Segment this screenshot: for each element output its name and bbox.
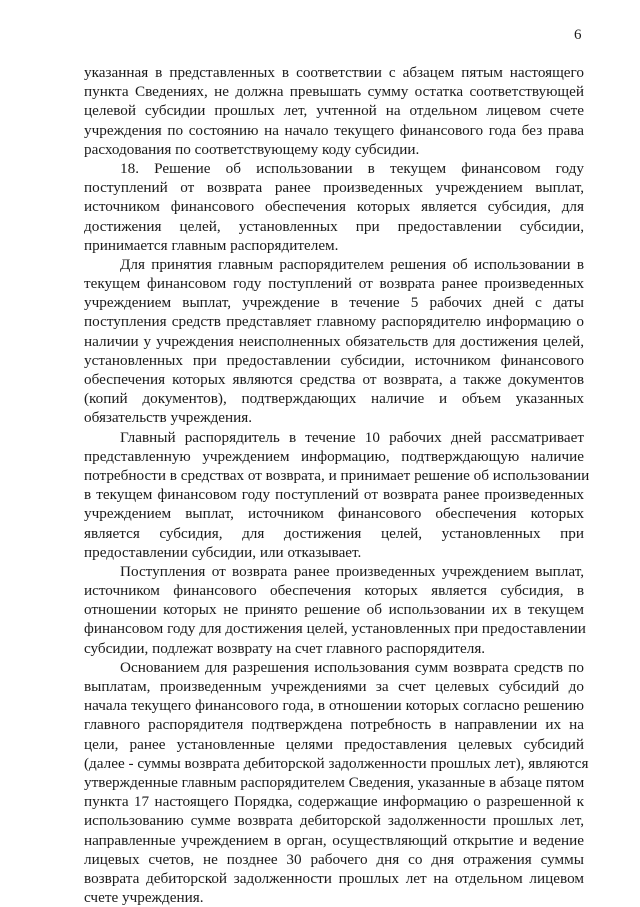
text-line: Основанием для разрешения использования сумм возврата средств по bbox=[120, 658, 584, 676]
text-line: источником финансового обеспечения которых является субсидия, в bbox=[84, 582, 584, 600]
text-line: учреждением выплат, учреждение в течение 5 рабочих дней с даты bbox=[84, 294, 584, 312]
text-line: финансовом году для достижения целей, установленных при предоставлении bbox=[84, 620, 586, 638]
text-line: предоставлении субсидии, или отказывает. bbox=[84, 543, 362, 561]
text-line: пункта Сведениях, не должна превышать сумму остатка соответствующей bbox=[84, 83, 584, 101]
text-line: 18. Решение об использовании в текущем финансовом году bbox=[120, 159, 584, 177]
page-number: 6 bbox=[574, 27, 582, 43]
text-line: является субсидия, для достижения целей, установленных при bbox=[84, 524, 584, 542]
text-line: Поступления от возврата ранее произведенных учреждением выплат, bbox=[120, 562, 584, 580]
text-line: поступления средств представляет главному распорядителю информацию о bbox=[84, 313, 584, 331]
text-line: установленных при предоставлении субсидии, источником финансового bbox=[84, 351, 584, 369]
text-line: в текущем финансовом году поступлений от возврата ранее произведенных bbox=[84, 486, 584, 504]
text-line: наличии у учреждения неисполненных обязательств для достижения целей, bbox=[84, 332, 584, 350]
text-line: счете учреждения. bbox=[84, 889, 204, 907]
text-line: начала текущего финансового года, в отношении которых согласно решению bbox=[84, 697, 584, 715]
text-line: потребности в средствах от возврата, и принимает решение об использовании bbox=[84, 466, 590, 484]
text-line: главного распорядителя подтверждена потребность в направлении их на bbox=[84, 716, 584, 734]
text-line: пункта 17 настоящего Порядка, содержащие информацию о разрешенной к bbox=[84, 793, 584, 811]
text-line: указанная в представленных в соответствии с абзацем пятым настоящего bbox=[84, 64, 584, 81]
text-line: расходования по соответствующему коду субсидии. bbox=[84, 140, 420, 158]
text-line: целевой субсидии прошлых лет, учтенной на отдельном лицевом счете bbox=[84, 102, 584, 120]
text-line: (копий документов), подтверждающих наличие и объем указанных bbox=[84, 390, 584, 408]
text-line: лицевых счетов, не позднее 30 рабочего дня со дня отражения суммы bbox=[84, 850, 584, 868]
text-line: отношении которых не принято решение об использовании их в текущем bbox=[84, 601, 584, 619]
text-line: принимается главным распорядителем. bbox=[84, 236, 339, 254]
text-line: обеспечения которых являются средства от возврата, а также документов bbox=[84, 371, 584, 388]
text-line: учреждением выплат, источником финансового обеспечения которых bbox=[84, 505, 584, 523]
text-line: Для принятия главным распорядителем решения об использовании в bbox=[120, 255, 584, 273]
text-line: использованию сумме возврата дебиторской задолженности прошлых лет, bbox=[84, 812, 584, 830]
text-line: источником финансового обеспечения которых является субсидия, для bbox=[84, 198, 584, 216]
text-line: поступлений от возврата ранее произведенных учреждением выплат, bbox=[84, 179, 584, 197]
text-line: Главный распорядитель в течение 10 рабочих дней рассматривает bbox=[120, 428, 584, 446]
text-line: достижения целей, установленных при предоставлении субсидии, bbox=[84, 217, 584, 235]
text-line: утвержденные главным распорядителем Сведения, указанные в абзаце пятом bbox=[84, 773, 585, 791]
document-body bbox=[84, 63, 590, 907]
text-line: текущем финансовом году поступлений от возврата ранее произведенных bbox=[84, 275, 584, 293]
text-line: обязательств учреждения. bbox=[84, 409, 253, 427]
text-line: выплатам, произведенным учреждениями за счет целевых субсидий до bbox=[84, 678, 584, 695]
text-line: субсидии, подлежат возврату на счет главного распорядителя. bbox=[84, 639, 486, 657]
text-line: направленные учреждением в орган, осуществляющий открытие и ведение bbox=[84, 831, 584, 849]
text-line: учреждения по состоянию на начало текущего финансового года без права bbox=[84, 121, 584, 139]
text-line: (далее - суммы возврата дебиторской задолженности прошлых лет), являются bbox=[84, 754, 589, 772]
text-line: цели, ранее установленные целями предоставления целевых субсидий bbox=[84, 735, 584, 753]
text-line: представленную учреждением информацию, подтверждающую наличие bbox=[84, 447, 584, 465]
text-line: возврата дебиторской задолженности прошлых лет на отдельном лицевом bbox=[84, 869, 584, 887]
